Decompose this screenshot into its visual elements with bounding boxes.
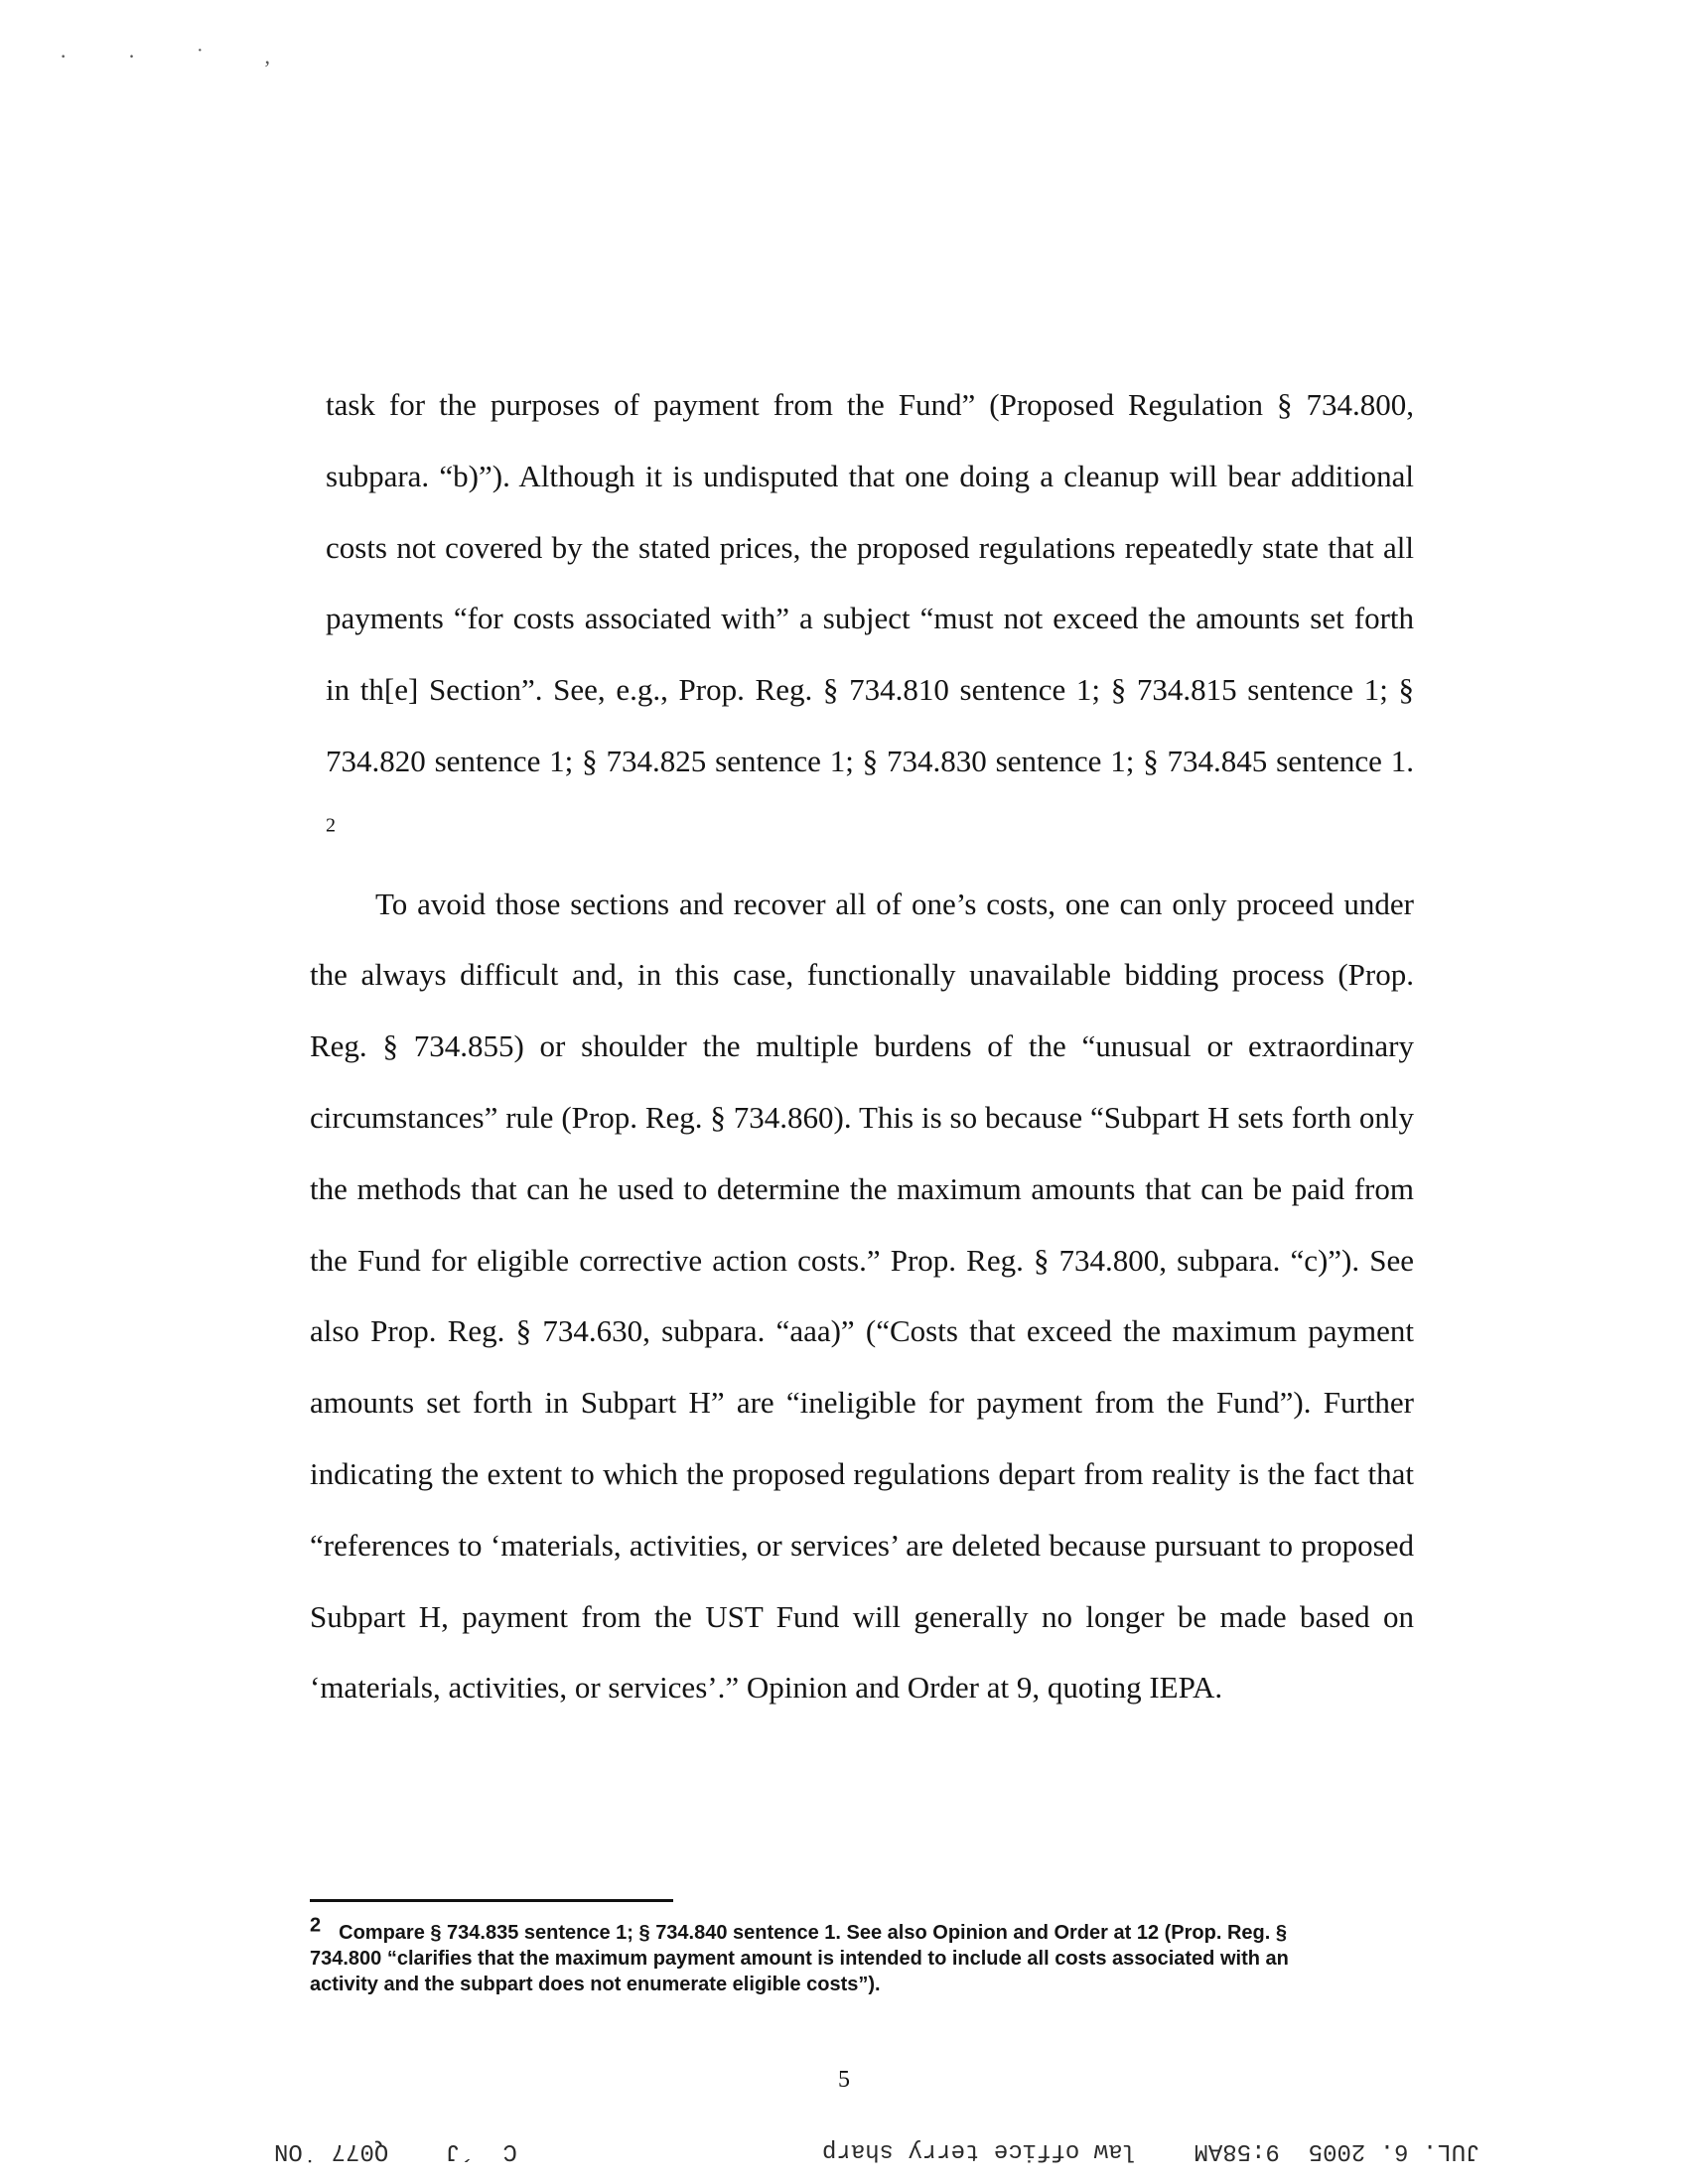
footnote-divider <box>310 1899 673 1902</box>
paragraph-2: To avoid those sections and recover all of one’s costs, one can only proceed under the always difficult and, in this case, functionally unavailable bidding process (Prop. Reg. § 734.855) or shoulder the multiple burdens of the “unusual or extraordinary circumstances” rule (Prop. Reg. § 734.860). This is so because “Subpart H sets forth only the methods that can he used to determine the maximum amounts that can be paid from the Fund for eligible corrective action costs.” Prop. Reg. § 734.800, subpara. “c)”). See also Prop. Reg. § 734.630, subpara. “aaa)” (“Costs that exceed the maximum payment amounts set forth in Subpart H” are “ineligible for payment from the Fund”). Further indicating the extent to which the proposed regulations depart from reality is the fact that “references to ‘materials, activities, or services’ are deleted because pursuant to proposed Subpart H, payment from the UST Fund will generally no longer be made based on ‘materials, activities, or services’.” Opinion and Order at 9, quoting IEPA. <box>310 886 1414 1706</box>
fax-header-sender: JUL. 6. 2005 9:58AM law office terry sharp <box>822 2137 1480 2164</box>
scan-specks: · · ˙ , <box>60 44 298 68</box>
fax-header-page-info: C ´J Q077 ˙ON <box>274 2137 517 2164</box>
body-text <box>310 369 1414 1723</box>
footnote-marker: 2 <box>310 1914 322 1937</box>
page-number: 5 <box>838 2067 850 2093</box>
footnote <box>310 1914 1362 1997</box>
paragraph-1-text: task for the purposes of payment from the Fund” (Proposed Regulation § 734.800, subpara. “b)”). Although it is undisputed that one doing a cleanup will bear additional costs not covered by the stated prices, the proposed regulations repeatedly state that all payments “for costs associated with” a subject “must not exceed the amounts set forth in th[e] Section”. See, e.g., Prop. Reg. § 734.810 sentence 1; § 734.815 sentence 1; § 734.820 sentence 1; § 734.825 sentence 1; § 734.830 sentence 1; § 734.845 sentence 1. <box>326 387 1414 778</box>
footnote-reference: 2 <box>326 814 336 837</box>
paragraph-1 <box>310 369 1414 869</box>
footnote-text: Compare § 734.835 sentence 1; § 734.840 sentence 1. See also Opinion and Order at 12 (Prop. Reg. § 734.800 “clarifies that the maximum payment amount is intended to include all costs associated with an activity and the subpart does not enumerate eligible costs”). <box>310 1922 1289 1995</box>
